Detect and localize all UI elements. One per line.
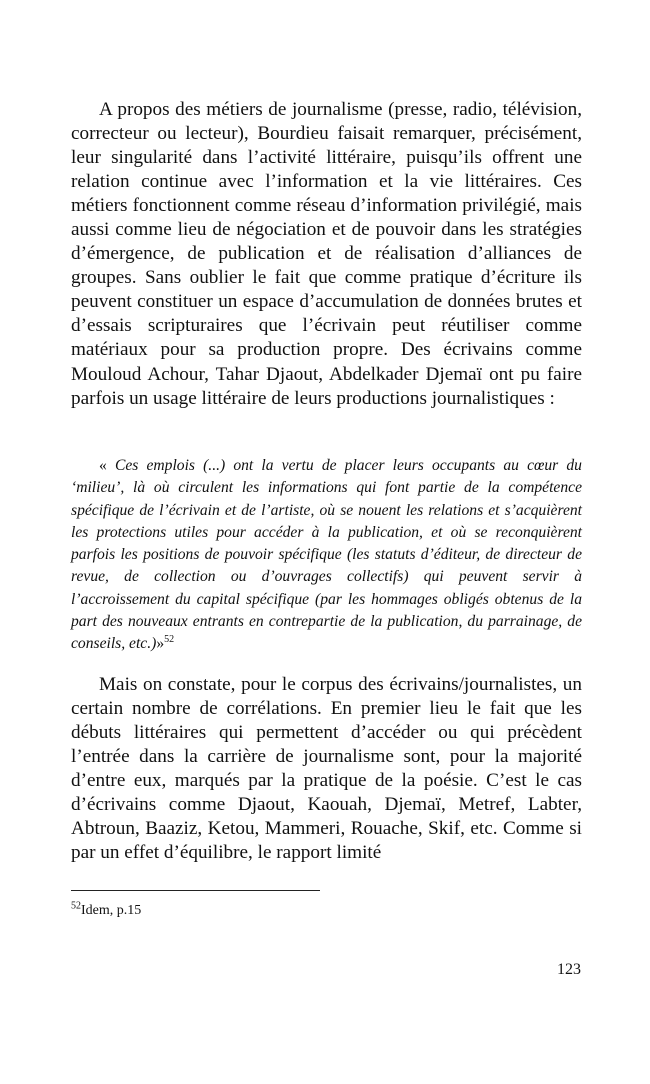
body-paragraph-2: Mais on constate, pour le corpus des écrivains/journalistes, un certain nombre de corrélations. En premier lieu le fait que les débuts littéraires qui permettent d’accéder ou qui précèdent l’entrée dans la carrière de journalisme sont, pour la majorité d’entre eux, marqués par la pratique de la poésie. C’est le cas d’écrivains comme Djaout, Kaouah, Djemaï, Metref, Labter, Abtroun, Baaziz, Ketou, Mammeri, Rouache, Skif, etc. Comme si par un effet d’équilibre, le rapport limité [71,674,582,864]
block-quote [71,455,582,656]
quote-open-mark: « [99,457,115,474]
page-number: 123 [557,961,581,978]
footnote-text: Idem, p.15 [81,903,142,918]
footnote-number: 52 [71,900,81,912]
body-paragraph-1: A propos des métiers de journalisme (presse, radio, télévision, correcteur ou lecteur), Bourdieu faisait remarquer, précisément, leur singularité dans l’activité littéraire, puisqu’ils offrent une relation continue avec l’information et la vie littéraires. Ces métiers fonctionnent comme réseau d’information privilégié, mais aussi comme lieu de négociation et de pouvoir dans les stratégies d’émergence, de publication et de réalisation d’alliances de groupes. Sans oublier le fait que comme pratique d’écriture ils peuvent constituer un espace d’accumulation de données brutes et d’essais scripturaires que l’écrivain peut réutiliser comme matériaux pour sa production propre. Des écrivains comme Mouloud Achour, Tahar Djaout, Abdelkader Djemaï ont pu faire parfois un usage littéraire de leurs productions journalistiques : [71,99,582,409]
quote-close-mark: » [156,635,165,653]
footnote-divider [71,890,320,891]
footnote-reference: 52 [164,634,175,646]
footnote [71,902,141,920]
quote-text: Ces emplois (...) ont la vertu de placer leurs occupants au cœur du ‘milieu’, là où circulent les informations qui font partie de la compétence spécifique de l’écrivain et de l’artiste, où se nouent les relations et s’acquièrent les protections utiles pour accéder à la publication, et où se reconquièrent parfois les positions de pouvoir spécifique (les statuts d’éditeur, de directeur de revue, de collection ou d’ouvrages collectifs) qui peuvent servir à l’accroissement du capital spécifique (par les hommages obligés obtenus de la part des nouveaux entrants en contrepartie de la publication, du parrainage, de conseils, etc.) [71,457,582,653]
